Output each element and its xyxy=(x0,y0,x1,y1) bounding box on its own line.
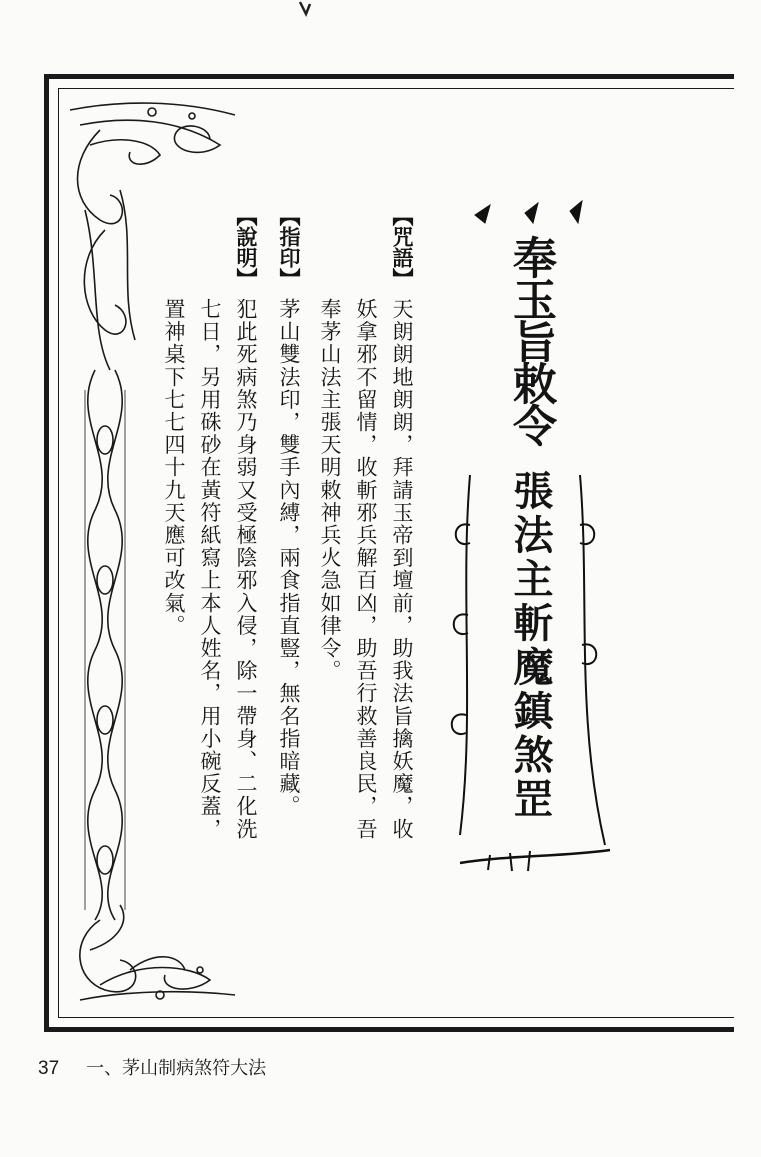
explanation-line-1: 犯此死病煞乃身弱又受極陰邪入侵，除一帶身、二化洗 xyxy=(234,298,258,841)
hand-seal-line-1: 茅山雙法印，雙手內縛，兩食指直豎，無名指暗藏。 xyxy=(277,298,301,818)
incantation-line-3: 奉茅山法主張天明敕神兵火急如律令。 xyxy=(318,298,342,683)
page-number: 37 xyxy=(38,1058,60,1079)
incantation-line-1: 天朗朗地朗朗，拜請玉帝到壇前，助我法旨擒妖魔，收 xyxy=(390,298,414,841)
incantation-line-2: 妖拿邪不留情，收斬邪兵解百凶，助吾行救善良民，吾 xyxy=(354,298,378,841)
section-label-hand-seal: 【指印】 xyxy=(277,205,302,289)
explanation-line-2: 七日，另用硃砂在黃符紙寫上本人姓名，用小碗反蓋， xyxy=(198,298,222,841)
running-title: 一、茅山制病煞符大法 xyxy=(86,1058,267,1078)
talisman-line-2: 張法主斬魔鎮煞罡 xyxy=(507,470,554,822)
talisman-figure xyxy=(430,195,630,905)
section-label-explanation: 【說明】 xyxy=(234,205,259,289)
talisman-line-1: 奉玉旨敕令 xyxy=(505,235,556,445)
ink-mark xyxy=(296,0,314,18)
section-label-incantation: 【咒語】 xyxy=(390,205,415,289)
explanation-line-3: 置神桌下七七四十九天應可改氣。 xyxy=(162,298,186,637)
page-footer xyxy=(38,1054,266,1080)
